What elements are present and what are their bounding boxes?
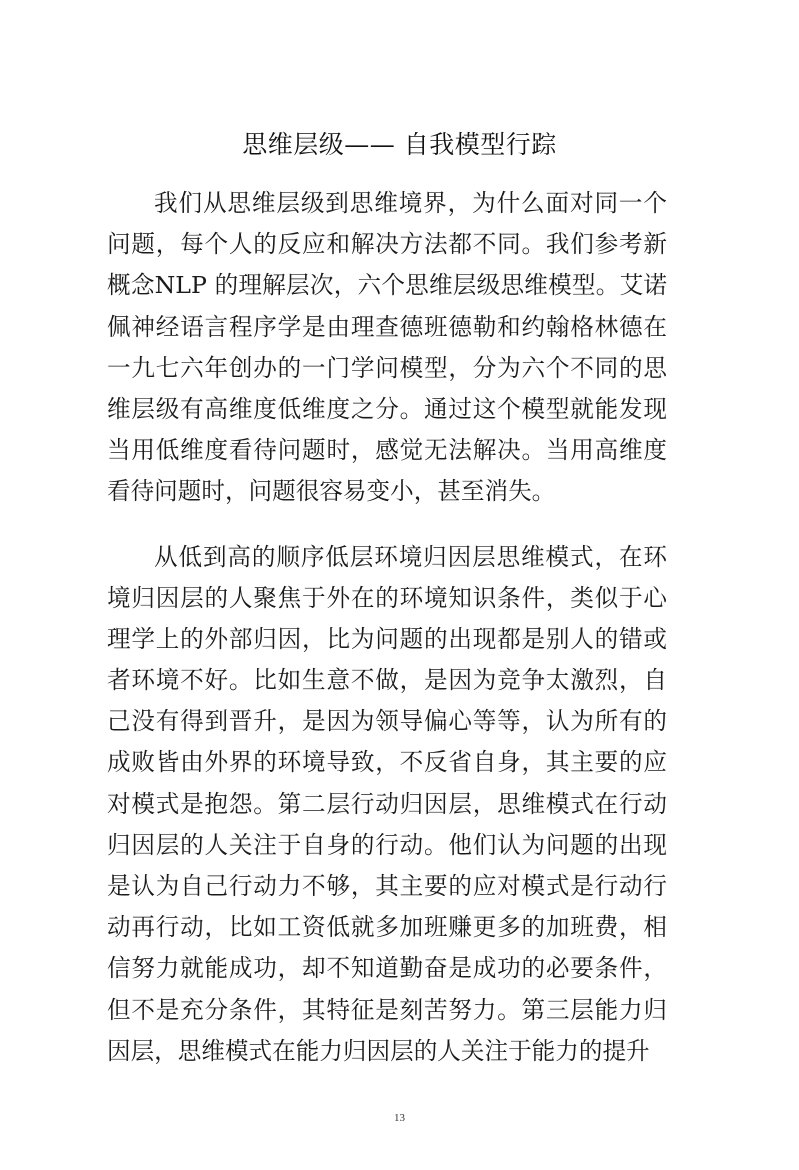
text-line: 看待问题时，问题很容易变小，甚至消失。 [107,477,556,506]
text-line: 但不是充分条件，其特征是刻苦努力。第三层能力归 [107,995,667,1024]
text-line: 对模式是抱怨。第二层行动归因层，思维模式在行动 [107,789,667,818]
text-line: 是认为自己行动力不够，其主要的应对模式是行动行 [107,872,667,900]
text-line: 己没有得到晋升，是因为领导偏心等等，认为所有的 [107,707,667,736]
page-number: 13 [394,1112,405,1124]
text-line: 者环境不好。比如生意不做，是因为竞争太激烈，自 [107,666,667,695]
text-line: 信努力就能成功，却不知道勤奋是成功的必要条件， [107,954,667,983]
text-line: 维层级有高维度低维度之分。通过这个模型就能发现 [107,394,667,423]
text-line: 佩神经语言程序学是由理查德班德勒和约翰格林德在 [107,312,667,341]
paragraph-1 [107,183,667,513]
text-line: 归因层的人关注于自身的行动。他们认为问题的出现 [107,830,667,859]
text-line: 境归因层的人聚焦于外在的环境知识条件，类似于心 [107,583,667,612]
page-title: 思维层级—— 自我模型行踪 [242,130,557,159]
paragraph-2 [107,537,667,1072]
text-line: 一九七六年创办的一门学问模型，分为六个不同的思 [107,353,667,382]
text-line: 概念NLP 的理解层次，六个思维层级思维模型。艾诺 [107,271,667,300]
text-line: 我们从思维层级到思维境界，为什么面对同一个 [154,189,667,217]
text-line: 因层，思维模式在能力归因层的人关注于能力的提升 [107,1036,650,1065]
text-line: 成败皆由外界的环境导致，不反省自身，其主要的应 [107,748,667,777]
text-line: 问题，每个人的反应和解决方法都不同。我们参考新 [107,230,667,259]
text-line: 理学上的外部归因，比为问题的出现都是别人的错或 [107,624,667,653]
body-text [107,183,667,1072]
text-line: 当用低维度看待问题时，感觉无法解决。当用高维度 [107,436,667,465]
text-line: 动再行动，比如工资低就多加班赚更多的加班费，相 [107,913,667,942]
text-line: 从低到高的顺序低层环境归因层思维模式，在环 [154,542,667,571]
